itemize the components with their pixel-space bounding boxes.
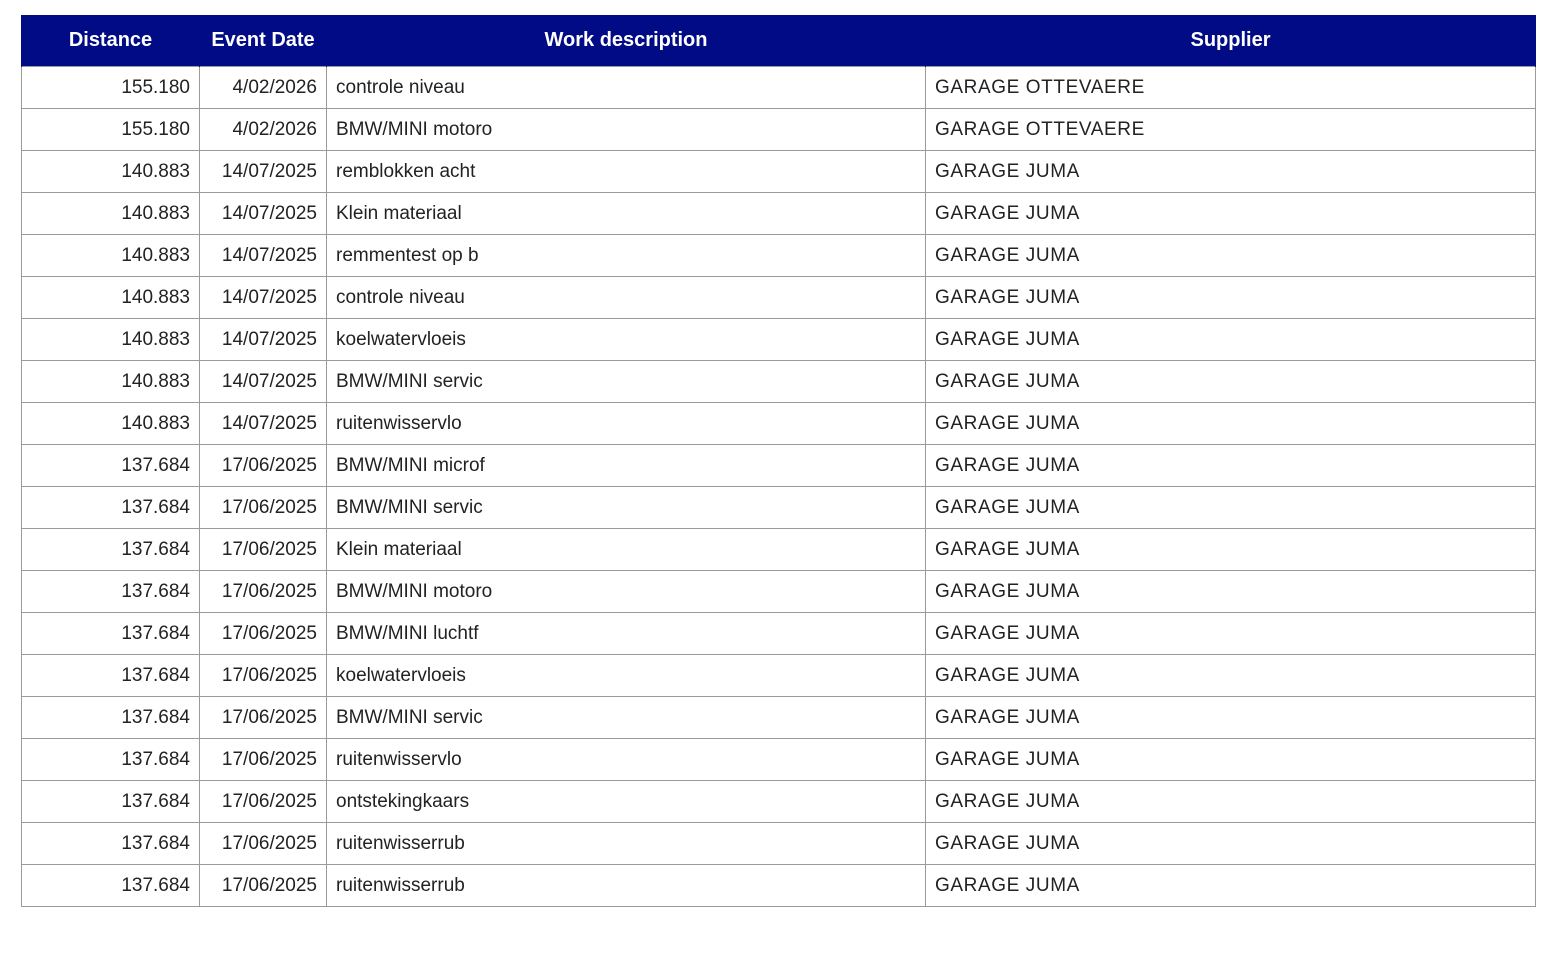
- table-body: [22, 67, 1536, 907]
- supplier-cell: GARAGE JUMA: [926, 865, 1536, 907]
- work-description-cell: BMW/MINI microf: [327, 445, 926, 487]
- event-date-cell: 14/07/2025: [200, 361, 327, 403]
- table-row: [22, 193, 1536, 235]
- header-event-date: Event Date: [200, 15, 327, 67]
- work-description-cell: BMW/MINI servic: [327, 361, 926, 403]
- event-date-cell: 14/07/2025: [200, 193, 327, 235]
- table-row: [22, 487, 1536, 529]
- header-work-description: Work description: [327, 15, 926, 67]
- header-distance: Distance: [22, 15, 200, 67]
- distance-cell: 137.684: [22, 487, 200, 529]
- table-row: [22, 655, 1536, 697]
- distance-cell: 137.684: [22, 445, 200, 487]
- work-description-cell: BMW/MINI luchtf: [327, 613, 926, 655]
- table-row: [22, 403, 1536, 445]
- supplier-cell: GARAGE JUMA: [926, 823, 1536, 865]
- event-date-cell: 17/06/2025: [200, 571, 327, 613]
- supplier-cell: GARAGE JUMA: [926, 361, 1536, 403]
- event-date-cell: 17/06/2025: [200, 697, 327, 739]
- distance-cell: 137.684: [22, 655, 200, 697]
- event-date-cell: 17/06/2025: [200, 613, 327, 655]
- work-description-cell: ruitenwisservlo: [327, 739, 926, 781]
- table-row: [22, 445, 1536, 487]
- event-date-cell: 17/06/2025: [200, 781, 327, 823]
- work-description-cell: ontstekingkaars: [327, 781, 926, 823]
- work-description-cell: remmentest op b: [327, 235, 926, 277]
- supplier-cell: GARAGE OTTEVAERE: [926, 67, 1536, 109]
- supplier-cell: GARAGE JUMA: [926, 529, 1536, 571]
- work-description-cell: ruitenwisserrub: [327, 865, 926, 907]
- distance-cell: 155.180: [22, 109, 200, 151]
- work-description-cell: BMW/MINI motoro: [327, 571, 926, 613]
- distance-cell: 140.883: [22, 361, 200, 403]
- distance-cell: 140.883: [22, 235, 200, 277]
- work-description-cell: BMW/MINI servic: [327, 487, 926, 529]
- event-date-cell: 17/06/2025: [200, 529, 327, 571]
- work-description-cell: controle niveau: [327, 67, 926, 109]
- supplier-cell: GARAGE JUMA: [926, 697, 1536, 739]
- distance-cell: 137.684: [22, 739, 200, 781]
- table-row: [22, 529, 1536, 571]
- work-description-cell: koelwatervloeis: [327, 319, 926, 361]
- supplier-cell: GARAGE JUMA: [926, 403, 1536, 445]
- table-header: [22, 15, 1536, 67]
- event-date-cell: 14/07/2025: [200, 235, 327, 277]
- work-description-cell: ruitenwisservlo: [327, 403, 926, 445]
- distance-cell: 137.684: [22, 613, 200, 655]
- service-history-table: [21, 15, 1536, 907]
- supplier-cell: GARAGE JUMA: [926, 781, 1536, 823]
- distance-cell: 140.883: [22, 151, 200, 193]
- supplier-cell: GARAGE JUMA: [926, 739, 1536, 781]
- event-date-cell: 14/07/2025: [200, 403, 327, 445]
- distance-cell: 140.883: [22, 403, 200, 445]
- work-description-cell: BMW/MINI servic: [327, 697, 926, 739]
- supplier-cell: GARAGE JUMA: [926, 151, 1536, 193]
- table-row: [22, 697, 1536, 739]
- supplier-cell: GARAGE JUMA: [926, 487, 1536, 529]
- distance-cell: 140.883: [22, 319, 200, 361]
- distance-cell: 155.180: [22, 67, 200, 109]
- work-description-cell: BMW/MINI motoro: [327, 109, 926, 151]
- supplier-cell: GARAGE JUMA: [926, 655, 1536, 697]
- event-date-cell: 4/02/2026: [200, 109, 327, 151]
- event-date-cell: 17/06/2025: [200, 865, 327, 907]
- event-date-cell: 14/07/2025: [200, 151, 327, 193]
- work-description-cell: remblokken acht: [327, 151, 926, 193]
- header-row: [22, 15, 1536, 67]
- event-date-cell: 14/07/2025: [200, 319, 327, 361]
- work-description-cell: controle niveau: [327, 277, 926, 319]
- supplier-cell: GARAGE OTTEVAERE: [926, 109, 1536, 151]
- distance-cell: 137.684: [22, 823, 200, 865]
- distance-cell: 140.883: [22, 277, 200, 319]
- table-row: [22, 571, 1536, 613]
- supplier-cell: GARAGE JUMA: [926, 571, 1536, 613]
- table-row: [22, 739, 1536, 781]
- distance-cell: 137.684: [22, 529, 200, 571]
- table-row: [22, 319, 1536, 361]
- table-row: [22, 277, 1536, 319]
- distance-cell: 137.684: [22, 781, 200, 823]
- event-date-cell: 17/06/2025: [200, 823, 327, 865]
- supplier-cell: GARAGE JUMA: [926, 277, 1536, 319]
- supplier-cell: GARAGE JUMA: [926, 613, 1536, 655]
- supplier-cell: GARAGE JUMA: [926, 319, 1536, 361]
- event-date-cell: 17/06/2025: [200, 445, 327, 487]
- distance-cell: 137.684: [22, 697, 200, 739]
- table-row: [22, 613, 1536, 655]
- distance-cell: 140.883: [22, 193, 200, 235]
- work-description-cell: Klein materiaal: [327, 193, 926, 235]
- supplier-cell: GARAGE JUMA: [926, 445, 1536, 487]
- table-row: [22, 67, 1536, 109]
- distance-cell: 137.684: [22, 865, 200, 907]
- event-date-cell: 4/02/2026: [200, 67, 327, 109]
- work-description-cell: koelwatervloeis: [327, 655, 926, 697]
- work-description-cell: ruitenwisserrub: [327, 823, 926, 865]
- event-date-cell: 17/06/2025: [200, 487, 327, 529]
- table-row: [22, 109, 1536, 151]
- event-date-cell: 17/06/2025: [200, 739, 327, 781]
- supplier-cell: GARAGE JUMA: [926, 235, 1536, 277]
- table-row: [22, 781, 1536, 823]
- event-date-cell: 17/06/2025: [200, 655, 327, 697]
- table-row: [22, 865, 1536, 907]
- table-row: [22, 823, 1536, 865]
- supplier-cell: GARAGE JUMA: [926, 193, 1536, 235]
- table-row: [22, 361, 1536, 403]
- distance-cell: 137.684: [22, 571, 200, 613]
- service-history-table-container: [21, 15, 1535, 907]
- header-supplier: Supplier: [926, 15, 1536, 67]
- event-date-cell: 14/07/2025: [200, 277, 327, 319]
- work-description-cell: Klein materiaal: [327, 529, 926, 571]
- table-row: [22, 151, 1536, 193]
- table-row: [22, 235, 1536, 277]
